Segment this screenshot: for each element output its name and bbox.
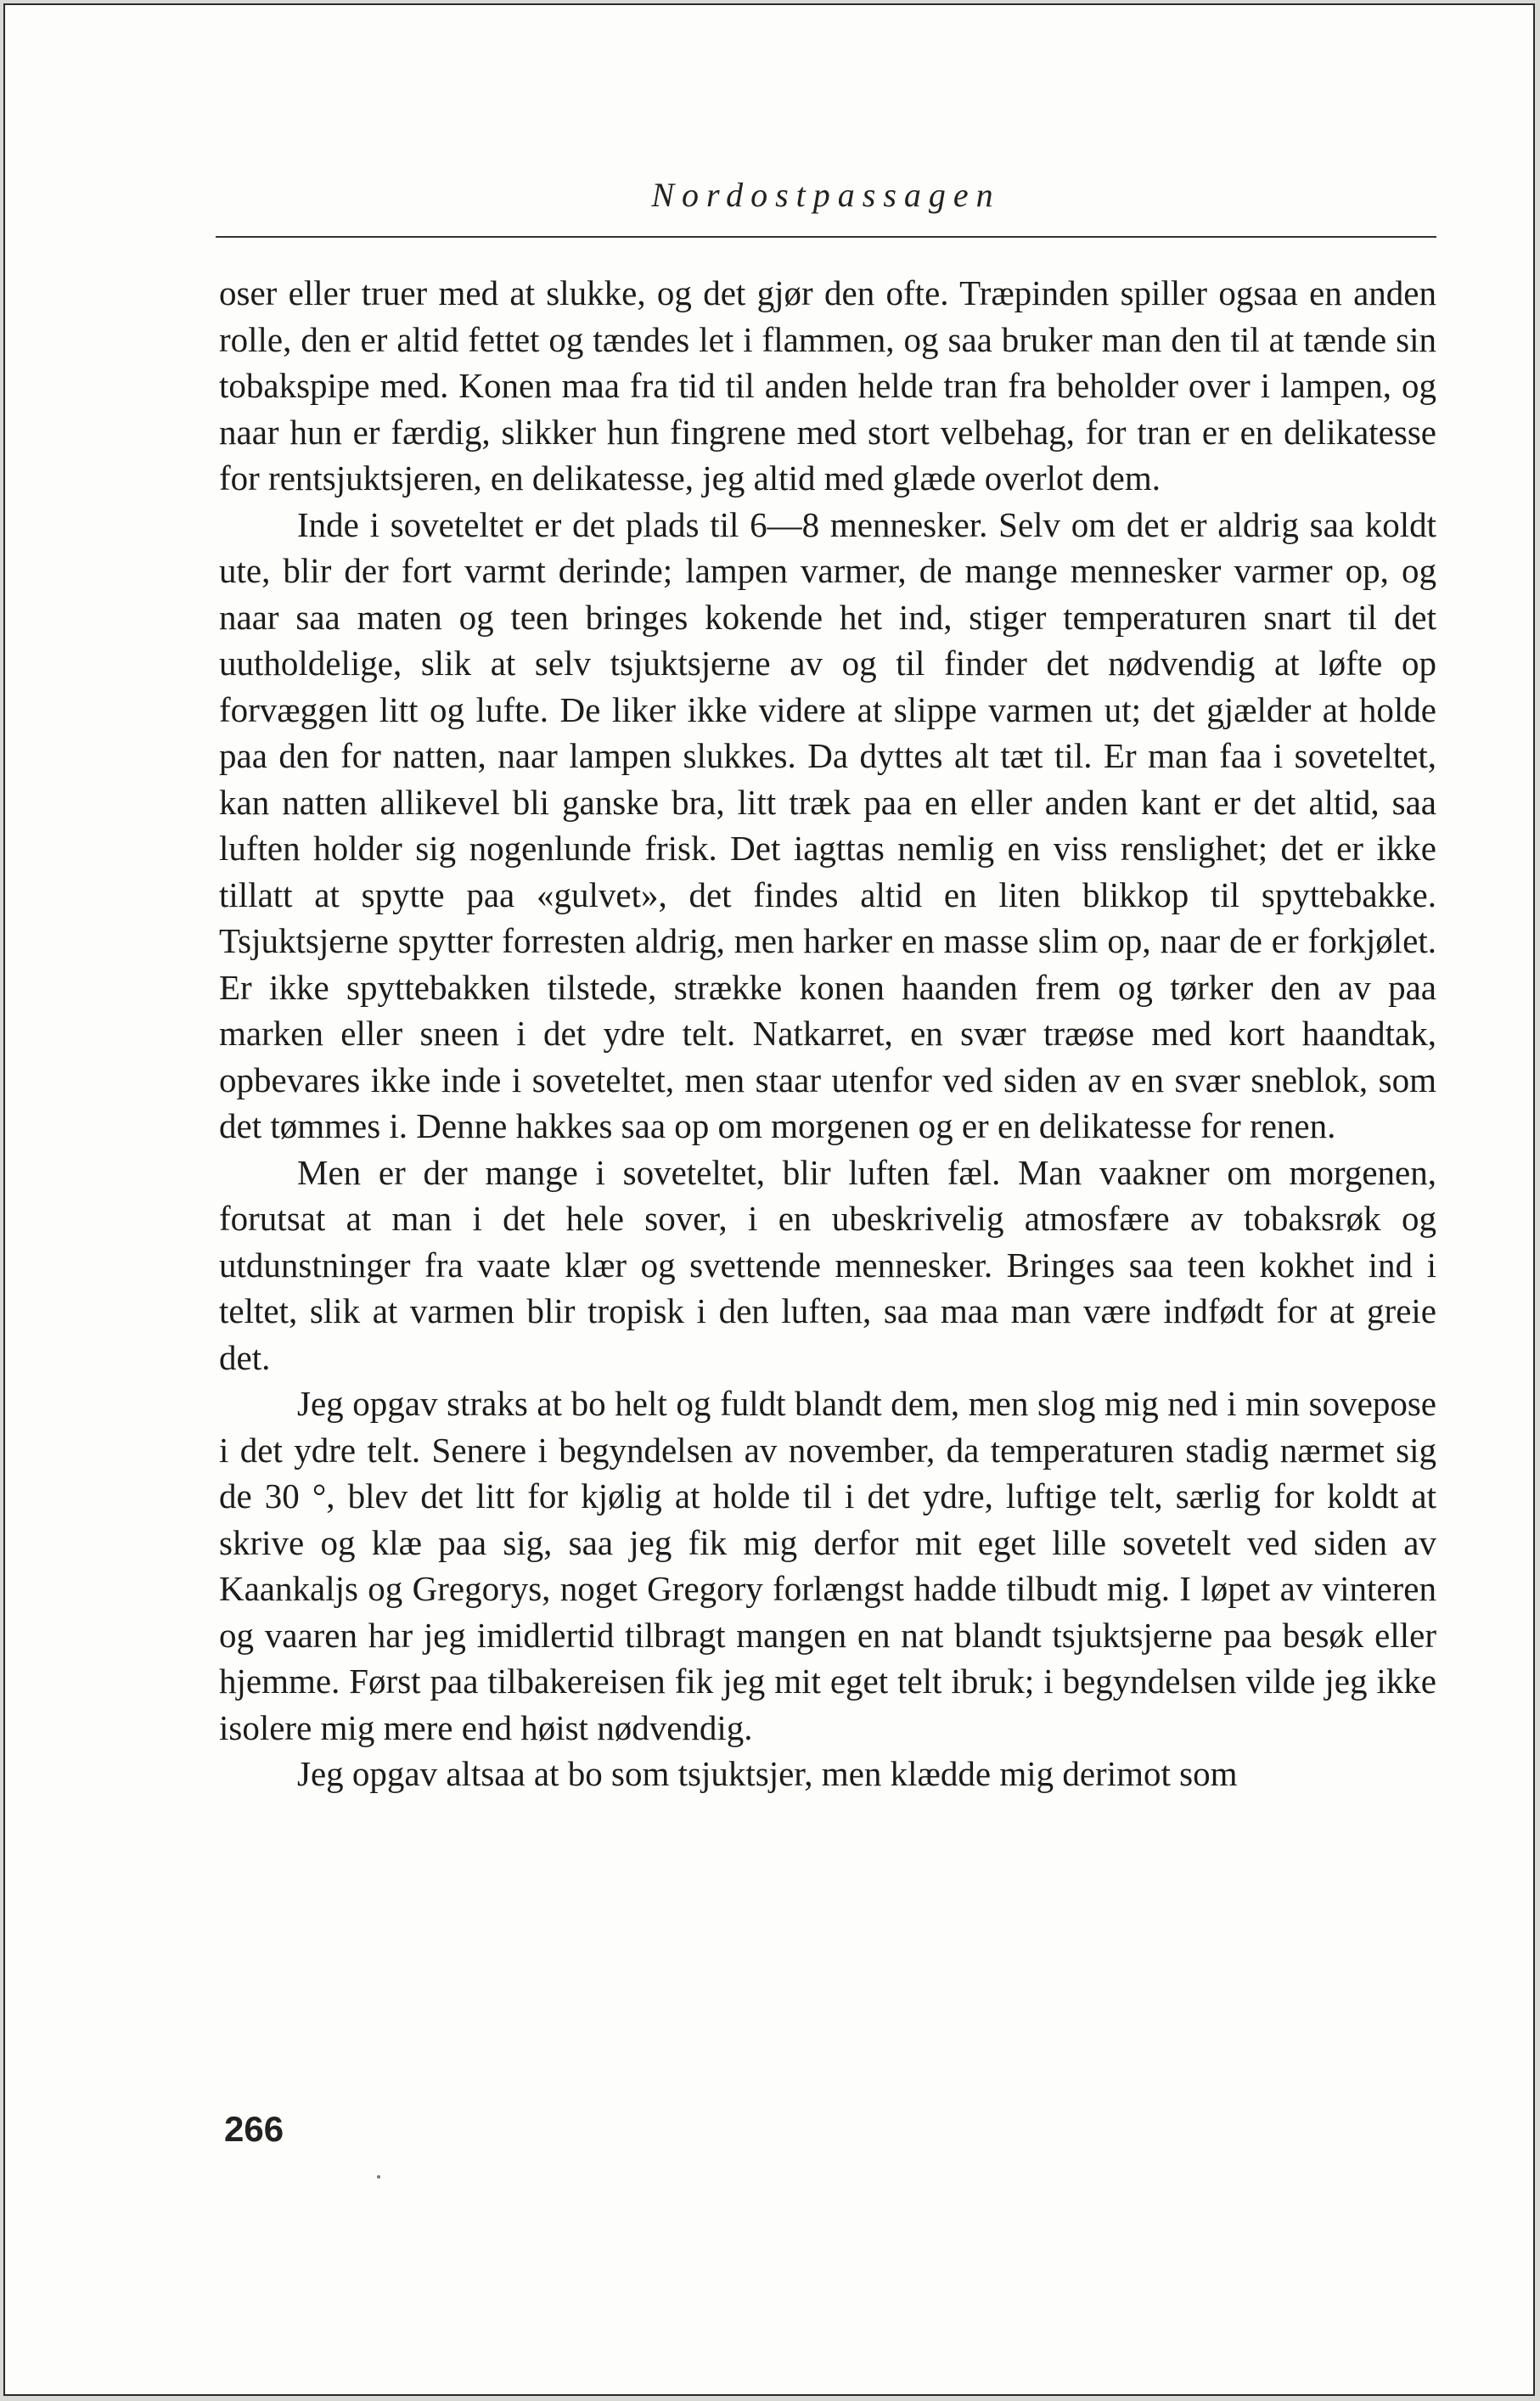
paragraph-2: Inde i soveteltet er det plads til 6—8 mennesker. Selv om det er aldrig saa koldt ute, blir der fort varmt derinde; lampen varmer, de mange mennesker varmer op, og naar saa maten og teen bringes kokende het ind, stiger temperaturen snart til det uutholdelige, slik at selv tsjuktsjerne av og til finder det nødvendig at løfte op forvæggen litt og lufte. De liker ikke videre at slippe varmen ut; det gjælder at holde paa den for natten, naar lampen slukkes. Da dyttes alt tæt til. Er man faa i soveteltet, kan natten allikevel bli ganske bra, litt træk paa en eller anden kant er det altid, saa luften holder sig nogenlunde frisk. Det iagttas nemlig en viss renslighet; det er ikke tillatt at spytte paa «gulvet», det findes altid en liten blikkop til spyttebakke. Tsjuktsjerne spytter forresten aldrig, men harker en masse slim op, naar de er forkjølet. Er ikke spyttebakken tilstede, strække konen haanden frem og tørker den av paa marken eller sneen i det ydre telt. Natkarret, en svær træøse med kort haandtak, opbevares ikke inde i soveteltet, men staar utenfor ved siden av en svær sneblok, som det tømmes i. Denne hakkes saa op om morgenen og er en delikatesse for renen. xyxy=(219,504,1436,1145)
paragraph-1: oser eller truer med at slukke, og det gjør den ofte. Træpinden spiller ogsaa en anden rolle, den er altid fettet og tændes let i flammen, og saa bruker man den til at tænde sin tobakspipe med. Konen maa fra tid til anden helde tran fra beholder over i lampen, og naar hun er færdig, slikker hun fingrene med stort velbehag, for tran er en delikatesse for rentsjuktsjeren, en delikatesse, jeg altid med glæde overlot dem. xyxy=(219,273,1436,498)
paragraph-3: Men er der mange i soveteltet, blir luften fæl. Man vaakner om morgenen, forutsat at man i det hele sover, i en ubeskrivelig atmosfære av tobaksrøk og utdunstninger fra vaate klær og svettende mennesker. Bringes saa teen kokhet ind i teltet, slik at varmen blir tropisk i den luften, saa maa man være indfødt for at greie det. xyxy=(219,1152,1436,1377)
header-rule xyxy=(216,236,1436,238)
paragraph-5: Jeg opgav altsaa at bo som tsjuktsjer, men klædde mig derimot som xyxy=(297,1754,1238,1793)
page-number: 266 xyxy=(224,2109,284,2149)
body-text xyxy=(219,270,1436,1797)
paragraph-4: Jeg opgav straks at bo helt og fuldt blandt dem, men slog mig ned i min sovepose i det ydre telt. Senere i begyndelsen av november, da temperaturen stadig nærmet sig de 30 °, blev det litt for kjølig at holde til i det ydre, luftige telt, særlig for koldt at skrive og klæ paa sig, saa jeg fik mig derfor mit eget lille sovetelt ved siden av Kaankaljs og Gregorys, noget Gregory forlængst hadde tilbudt mig. I løpet av vinteren og vaaren har jeg imidlertid tilbragt mangen en nat blandt tsjuktsjerne paa besøk eller hjemme. Først paa tilbakereisen fik jeg mit eget telt ibruk; i begyndelsen vilde jeg ikke isolere mig mere end høist nødvendig. xyxy=(219,1384,1436,1747)
print-speck xyxy=(377,2175,380,2179)
book-page xyxy=(3,3,1535,2396)
running-head: Nordostpassagen xyxy=(651,176,1001,214)
